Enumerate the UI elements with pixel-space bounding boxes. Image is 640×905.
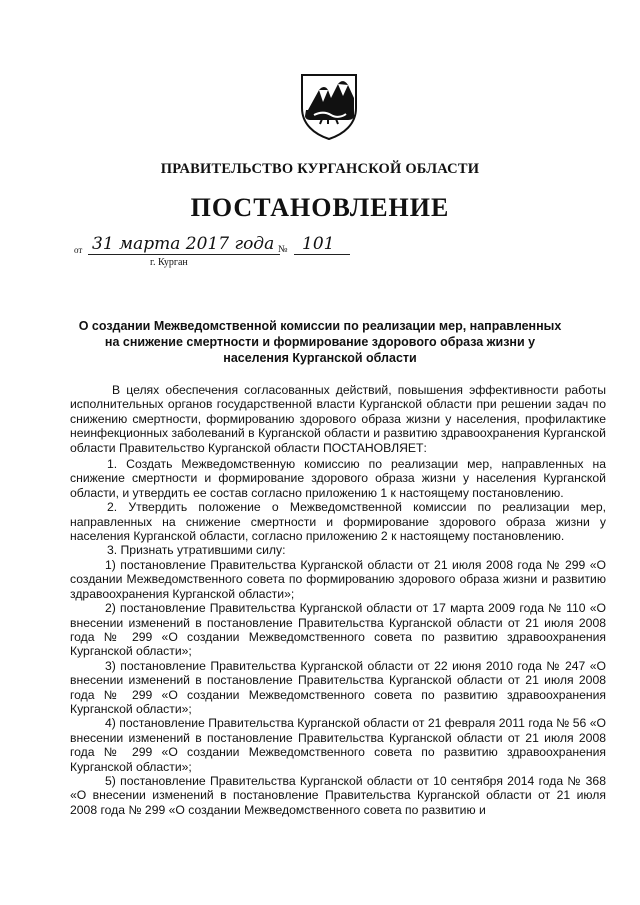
city-label: г. Курган: [150, 257, 188, 268]
government-name: ПРАВИТЕЛЬСТВО КУРГАНСКОЙ ОБЛАСТИ: [160, 161, 480, 177]
from-label: от: [74, 245, 83, 255]
document-subject: О создании Межведомственной комиссии по реализации мер, направленных на снижение смертности и формирование здорового образа жизни у населения Курганской области: [78, 319, 562, 365]
document-body: [70, 383, 606, 817]
subitem-paragraph: 2) постановление Правительства Курганской области от 17 марта 2009 года № 110 «О внесении изменений в постановление Правительства Курганской области от 21 июля 2008 года № 299 «О создании Межведомственного совета по развитию здравоохранения Курганской области»;: [70, 601, 606, 659]
item-paragraph: 2. Утвердить положение о Межведомственной комиссии по реализации мер, направленных на снижение смертности и формирование здорового образа жизни у населения Курганской области, согласно приложению 2 к настоящему постановлению.: [70, 500, 606, 544]
intro-paragraph: В целях обеспечения согласованных действий, повышения эффективности работы исполнительных органов государственной власти Курганской области при решении задач по снижению смертности, формированию здорового образа жизни у населения, профилактике неинфекционных заболеваний в Курганской области и развитию здравоохранения Курганской области Правительство Курганской области ПОСТАНОВЛЯЕТ:: [70, 383, 606, 455]
subitem-paragraph: 4) постановление Правительства Курганской области от 21 февраля 2011 года № 56 «О внесении изменений в постановление Правительства Курганской области от 21 июля 2008 года № 299 «О создании Межведомственного совета по развитию здравоохранения Курганской области»;: [70, 716, 606, 774]
date-line: [72, 234, 372, 274]
handwritten-number: 101: [294, 234, 350, 255]
item-paragraph: 3. Признать утратившими силу:: [107, 543, 286, 558]
number-label: №: [278, 244, 288, 255]
subitem-paragraph: 5) постановление Правительства Курганской области от 10 сентября 2014 года № 368 «О внесении изменений в постановление Правительства Курганской области от 21 июля 2008 года № 299 «О создании Межведомственного совета по развитию и: [70, 773, 606, 817]
subitem-paragraph: 1) постановление Правительства Курганской области от 21 июля 2008 года № 299 «О создании Межведомственного совета по формированию здорового образа жизни и развитию здравоохранения Курганской области»;: [70, 557, 606, 601]
subitem-paragraph: 3) постановление Правительства Курганской области от 22 июня 2010 года № 247 «О внесении изменений в постановление Правительства Курганской области от 21 июля 2008 года № 299 «О создании Межведомственного совета по развитию здравоохранения Курганской области»;: [70, 658, 606, 716]
document-type-title: ПОСТАНОВЛЕНИЕ: [190, 193, 450, 222]
coat-of-arms-icon: [298, 72, 360, 142]
handwritten-date: 31 марта 2017 года: [88, 234, 280, 255]
item-paragraph: 1. Создать Межведомственную комиссию по реализации мер, направленных на снижение смертности и формирование здорового образа жизни у населения Курганской области, и утвердить ее состав согласно приложению 1 к настоящему постановлению.: [70, 457, 606, 500]
